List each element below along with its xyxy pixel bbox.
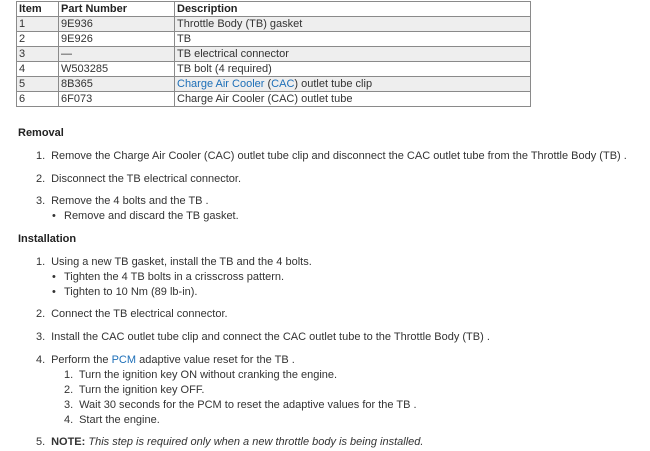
bullet-item: • Tighten the 4 TB bolts in a crisscross pattern. <box>64 271 284 283</box>
table-row <box>17 32 531 47</box>
substep-number: 2. <box>64 384 74 396</box>
step-text: Connect the TB electrical connector. <box>51 308 228 320</box>
removal-step-3 <box>36 195 209 207</box>
description-cell: TB <box>175 32 531 47</box>
installation-step-5 <box>36 436 423 448</box>
bullet-item: • Remove and discard the TB gasket. <box>64 210 239 222</box>
substep-4 <box>64 414 160 426</box>
note-text: This step is required only when a new throttle body is being installed. <box>88 436 424 448</box>
part-number-cell: — <box>59 47 175 62</box>
installation-step-4 <box>36 354 295 366</box>
removal-heading: Removal <box>18 127 64 139</box>
installation-step-2 <box>36 308 228 320</box>
description-cell: TB electrical connector <box>175 47 531 62</box>
item-cell: 5 <box>17 77 59 92</box>
step-text: Remove the Charge Air Cooler (CAC) outlet tube clip and disconnect the CAC outlet tube from the Throttle Body (TB) . <box>51 150 627 162</box>
description-cell: Charge Air Cooler (CAC) outlet tube <box>175 92 531 107</box>
charge-air-cooler-link[interactable]: Charge Air Cooler <box>177 78 265 90</box>
table-header-row <box>17 2 531 17</box>
substep-2 <box>64 384 204 396</box>
step-text: Disconnect the TB electrical connector. <box>51 173 242 185</box>
note-label: NOTE: <box>51 436 86 448</box>
part-number-cell: 6F073 <box>59 92 175 107</box>
substep-number: 3. <box>64 399 74 411</box>
substep-text: Turn the ignition key ON without cranking the engine. <box>78 369 338 381</box>
table-row <box>17 77 531 92</box>
step-number: 4. <box>36 354 46 366</box>
step-text: Install the CAC outlet tube clip and connect the CAC outlet tube to the Throttle Body (TB) . <box>51 331 490 343</box>
item-cell: 4 <box>17 62 59 77</box>
installation-step-3 <box>36 331 490 343</box>
step-text: Remove the 4 bolts and the TB . <box>51 195 209 207</box>
pcm-link[interactable]: PCM <box>111 354 137 366</box>
substep-number: 4. <box>64 414 74 426</box>
table-row <box>17 17 531 32</box>
column-header-description: Description <box>175 2 531 17</box>
substep-3 <box>64 399 417 411</box>
description-cell: Throttle Body (TB) gasket <box>175 17 531 32</box>
table-row <box>17 62 531 77</box>
step-text: Perform the <box>51 354 112 366</box>
substep-text: Wait 30 seconds for the PCM to reset the adaptive values for the TB . <box>79 399 417 411</box>
description-cell: TB bolt (4 required) <box>175 62 531 77</box>
item-cell: 3 <box>17 47 59 62</box>
part-number-cell: 8B365 <box>59 77 175 92</box>
description-text: ( <box>264 78 272 90</box>
column-header-part-number: Part Number <box>59 2 175 17</box>
table-row <box>17 47 531 62</box>
item-cell: 2 <box>17 32 59 47</box>
installation-step-1 <box>36 256 312 268</box>
bullet-item: • Tighten to 10 Nm (89 lb-in). <box>64 286 197 298</box>
installation-heading: Installation <box>18 233 77 245</box>
column-header-item: Item <box>17 2 59 17</box>
removal-step-2 <box>36 173 241 185</box>
description-text: ) outlet tube clip <box>294 78 373 90</box>
step-number: 3. <box>36 195 46 207</box>
substep-1 <box>64 369 337 381</box>
table-row <box>17 92 531 107</box>
step-number: 1. <box>36 256 46 268</box>
substep-number: 1. <box>64 369 74 381</box>
step-text: Using a new TB gasket, install the TB and the 4 bolts. <box>51 256 312 268</box>
substep-text: Turn the ignition key OFF. <box>78 384 205 396</box>
item-cell: 1 <box>17 17 59 32</box>
removal-step-1 <box>36 150 627 162</box>
parts-table <box>16 1 531 107</box>
item-cell: 6 <box>17 92 59 107</box>
step-text: adaptive value reset for the TB . <box>136 354 295 366</box>
cac-link[interactable]: CAC <box>271 78 295 90</box>
part-number-cell: 9E926 <box>59 32 175 47</box>
step-number: 5. <box>36 436 46 448</box>
substep-text: Start the engine. <box>79 414 160 426</box>
step-number: 2. <box>36 173 46 185</box>
step-number: 3. <box>36 331 46 343</box>
step-number: 1. <box>36 150 46 162</box>
description-cell <box>175 77 531 92</box>
part-number-cell: W503285 <box>59 62 175 77</box>
step-number: 2. <box>36 308 46 320</box>
part-number-cell: 9E936 <box>59 17 175 32</box>
